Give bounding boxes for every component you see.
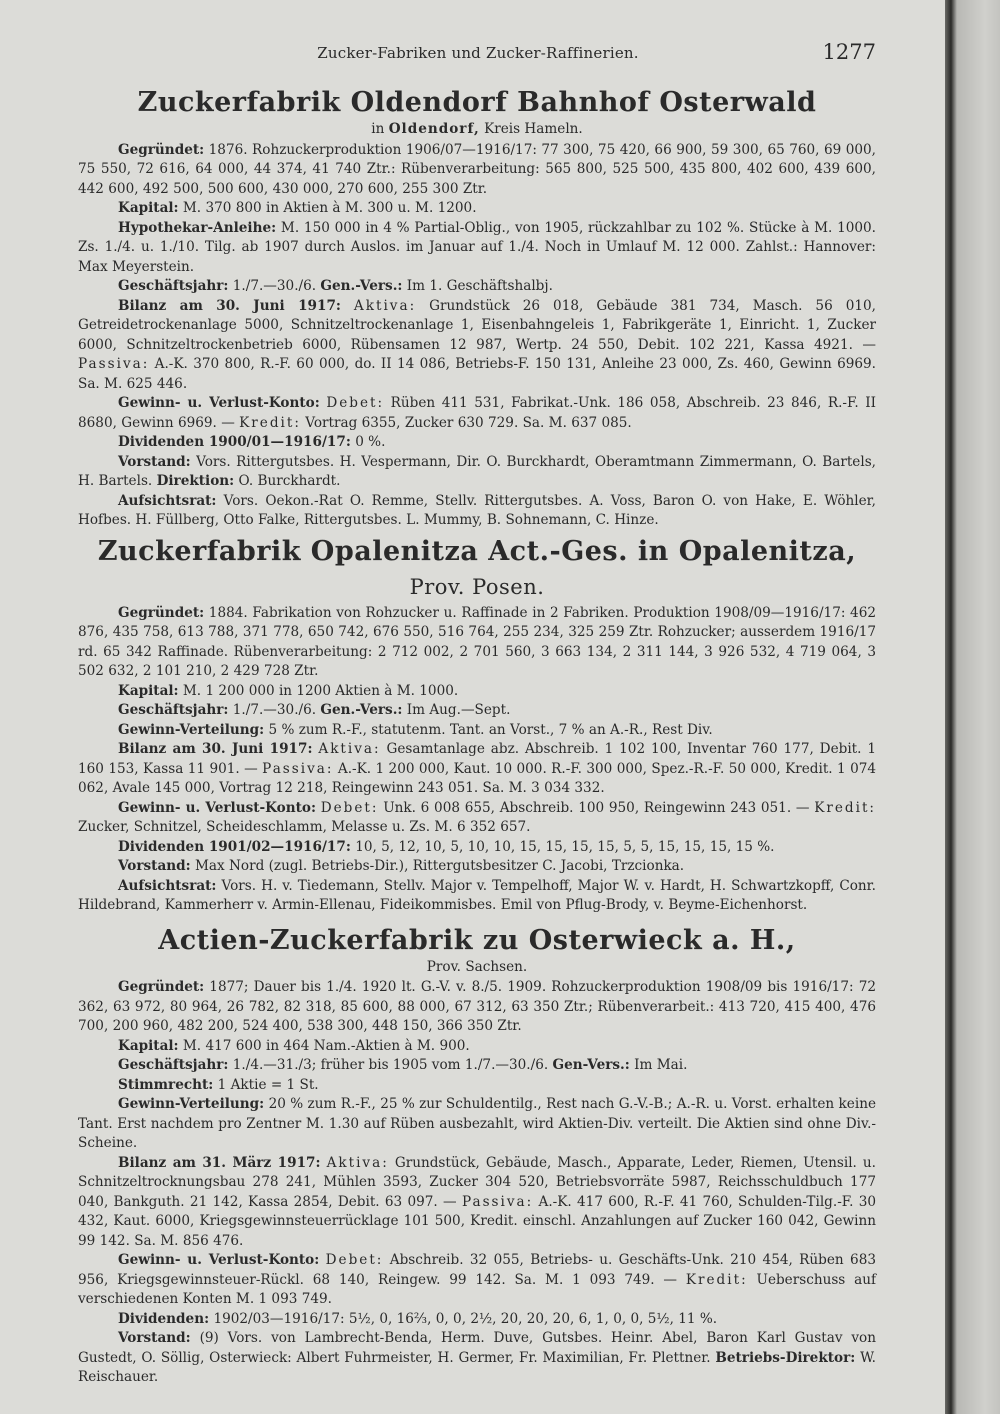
company-entry-osterwieck [78,924,876,1388]
assets-label: Aktiva: [318,741,381,757]
debit-label: Debet: [320,799,379,816]
section-text-secondary: O. Burckhardt. [238,473,341,489]
section-supervisory-board [78,492,876,531]
section-mortgage-loan [78,219,876,278]
section-label: Dividenden 1901/02—1916/17: [118,838,351,855]
section-label: Dividenden 1900/01—1916/17: [118,434,351,450]
section-text: M. 150 000 in 4 % Partial-Oblig., von 1905, rückzahlbar zu 102 %. Stücke à M. 1000. Zs. 1./4. u. 1./10. Tilg. ab 1907 durch Auslos. im Januar auf 1./4. Noch in Umlauf M. 12 000. Zahlst.: Hannover: Max Meyerstein. [78,219,876,275]
section-text: 5 % zum R.-F., statutenm. Tant. an Vorst., 7 % an A.-R., Rest Div. [268,721,713,738]
section-text: 1876. Rohzuckerproduktion 1906/07—1916/17: 77 300, 75 420, 66 900, 59 300, 65 760, 69 000, 75 550, 72 616, 64 000, 44 374, 41 740 Ztr.: Rübenverarbeitung: 565 800, 525 500, 435 800, 402 600, 439 600, 442 600, 492 500, 500 600, 430 000, 270 600, 255 300 Ztr. [78,141,877,197]
page-number: 1277 [822,40,876,64]
section-profit-loss [78,799,876,838]
section-text: Grundstück, Gebäude, Masch., Apparate, Leder, Riemen, Utensil. u. Schnitzeltrocknungsbau 278 241, Mühlen 3593, Zucker 304 520, Betriebsvorräte 5987, Reichsschuldbuch 177 040, Bankguth. 21 142, Kassa 2854, Debit. 63 097. — [78,1154,876,1210]
page-content [78,86,876,1388]
location-prefix: in [371,121,385,137]
running-title: Zucker-Fabriken und Zucker-Raffinerien. [317,44,639,62]
section-text-secondary: A.-K. 417 600, R.-F. 41 760, Schulden-Tilg.-F. 30 432, Kaut. 6000, Kriegsgewinnsteuerrücklage 101 500, Kredit. einschl. Anzahlungen auf Zucker 160 042, Gewinn 99 142. Sa. M. 856 476. [78,1193,877,1249]
section-label: Vorstand: [118,453,191,470]
section-text: Max Nord (zugl. Betriebs-Dir.), Rittergutsbesitzer C. Jacobi, Trzcionka. [195,858,685,874]
section-text: Vors. Oekon.-Rat O. Remme, Stellv. Rittergutsbes. A. Voss, Baron O. von Hake, E. Wöhler, Hofbes. H. Füllberg, Otto Falke, Rittergutsbes. L. Mummy, B. Sohnemann, C. Hinze. [78,492,876,528]
credit-label: Kredit: [239,414,301,431]
section-text: 1./7.—30./6. [232,278,317,294]
section-text: M. 417 600 in 464 Nam.-Aktien à M. 900. [182,1037,470,1054]
section-label: Gewinn- u. Verlust-Konto: [118,395,320,411]
section-balance-sheet [78,297,876,395]
section-board [78,1329,876,1388]
section-founded [78,978,876,1037]
section-voting-right [78,1076,876,1096]
section-label: Geschäftsjahr: [118,1057,229,1073]
book-binding-edge [945,0,1000,1414]
section-label: Gegründet: [118,979,205,995]
section-profit-loss [78,1251,876,1310]
section-text: 0 %. [355,434,386,450]
section-text-secondary: Im Aug.—Sept. [406,702,511,718]
credit-label: Kredit: [814,799,877,816]
section-text: Abschreib. 32 055, Betriebs- u. Geschäfts-Unk. 210 454, Rüben 683 956, Kriegsgewinnsteuer-Rückl. 68 140, Reingew. 99 142. Sa. M. 1 093 749. — [78,1252,876,1288]
section-text-secondary: A.-K. 1 200 000, Kaut. 10 000. R.-F. 300 000, Spez.-R.-F. 50 000, Kredit. 1 074 062, Avale 145 000, Vortrag 12 218, Reingewinn 243 051. Sa. M. 3 034 332. [78,760,877,796]
section-founded [78,141,876,200]
debit-label: Debet: [325,1252,384,1268]
section-dividends [78,433,876,453]
company-entry-oldendorf [78,86,876,531]
section-label-secondary: Gen.-Vers.: [320,702,403,718]
section-label: Vorstand: [118,1330,191,1346]
location-district: Kreis Hameln. [484,121,583,137]
section-profit-distribution [78,1095,876,1154]
section-capital [78,1037,876,1057]
assets-label: Aktiva: [326,1154,389,1171]
section-label: Aufsichtsrat: [118,492,217,509]
section-supervisory-board [78,877,876,916]
credit-label: Kredit: [685,1271,748,1288]
section-text: Unk. 6 008 655, Abschreib. 100 950, Reingewinn 243 051. — [383,799,810,816]
section-text: Gesamtanlage abz. Abschreib. 1 102 100, Inventar 760 177, Debit. 1 160 153, Kassa 11 901. — [78,741,876,777]
section-label: Gegründet: [118,604,205,621]
entry-spacer [78,916,876,924]
section-label-secondary: Betriebs-Direktor: [715,1349,856,1366]
liabilities-label: Passiva: [78,356,150,372]
section-label: Dividenden: [118,1310,210,1327]
section-text: 10, 5, 12, 10, 5, 10, 10, 15, 15, 15, 15, 5, 5, 15, 15, 15, 15 %. [355,838,775,855]
section-text-secondary: Im Mai. [634,1057,688,1073]
section-text: (9) Vors. von Lambrecht-Benda, Herm. Duve, Gutsbes. Heinr. Abel, Baron Karl Gustav von Gustedt, O. Söllig, Osterwieck: Albert Fuhrmeister, H. Germer, Fr. Maximilian, Fr. Plettner. [78,1330,876,1366]
company-title-province: Prov. Posen. [409,574,545,599]
section-text: M. 370 800 in Aktien à M. 300 u. M. 1200. [182,200,477,216]
section-label: Bilanz am 31. März 1917: [118,1154,321,1171]
section-text-secondary: Ueberschuss auf verschiedenen Konten M. 1 093 749. [78,1271,876,1307]
section-profit-loss [78,394,876,433]
section-label: Kapital: [118,200,179,216]
company-title-main: Zuckerfabrik Opalenitza Act.-Ges. in Opalenitza, [97,535,857,567]
company-location [78,120,876,140]
section-text: 1877; Dauer bis 1./4. 1920 lt. G.-V. v. 8./5. 1909. Rohzuckerproduktion 1908/09 bis 1916/17: 72 362, 63 972, 80 964, 26 782, 82 318, 85 600, 88 000, 67 312, 63 350 Ztr.; Rübenverarbeit.: 413 720, 415 400, 476 700, 200 960, 482 200, 524 400, 538 300, 448 150, 366 350 Ztr. [78,979,876,1034]
assets-label: Aktiva: [353,297,417,314]
company-title: Zuckerfabrik Oldendorf Bahnhof Osterwald [137,87,817,118]
location-place: Oldendorf, [388,121,480,137]
section-fiscal-year [78,701,876,721]
liabilities-label: Passiva: [262,760,334,777]
company-location: Prov. Sachsen. [426,958,528,975]
section-text: 1884. Fabrikation von Rohzucker u. Raffinade in 2 Fabriken. Produktion 1908/09—1916/17: 462 876, 435 758, 613 788, 371 778, 650 742, 676 550, 516 764, 255 234, 325 259 Ztr. Rohzucker; ausserdem 1916/17 rd. 65 342 Raffinade. Rübenverarbeitung: 2 712 002, 2 701 560, 3 663 134, 2 311 144, 3 926 532, 4 719 064, 3 502 632, 2 101 210, 2 429 728 Ztr. [78,604,876,679]
section-text: 1 Aktie = 1 St. [217,1076,319,1093]
section-dividends [78,838,876,858]
section-label: Gegründet: [118,141,205,158]
section-label: Gewinn- u. Verlust-Konto: [118,799,316,816]
section-fiscal-year [78,1056,876,1076]
liabilities-label: Passiva: [461,1193,534,1210]
running-head [78,40,878,68]
section-label-secondary: Gen-Vers.: [552,1057,630,1073]
section-text-secondary: A.-K. 370 800, R.-F. 60 000, do. II 14 086, Betriebs-F. 150 131, Anleihe 23 000, Zs. 460, Gewinn 6969. Sa. M. 625 446. [78,356,876,392]
section-board [78,857,876,877]
company-entry-opalenitza [78,535,876,916]
section-balance-sheet [78,740,876,799]
section-text: 1./4.—31./3; früher bis 1905 vom 1./7.—30./6. [232,1057,549,1073]
section-label: Bilanz am 30. Juni 1917: [118,741,313,757]
section-text: Vors. Rittergutsbes. H. Vespermann, Dir. O. Burckhardt, Oberamtmann Zimmermann, O. Bartels, H. Bartels. [78,453,877,489]
section-text: Grundstück 26 018, Gebäude 381 734, Masch. 56 010, Getreidetrockenanlage 5000, Schnitzeltrockenanlage 1, Eisenbahngeleis 1, Fabrikgeräte 1, Einricht. 1, Zucker 6000, Schnitzeltrockenbetrieb 6000, Rübensamen 12 987, Wertp. 24 550, Debit. 102 221, Kassa 4921. — [78,297,876,353]
company-title: Actien-Zuckerfabrik zu Osterwieck a. H., [158,924,796,956]
section-capital [78,682,876,702]
section-dividends [78,1310,876,1330]
section-founded [78,604,876,682]
section-text-secondary: Zucker, Schnitzel, Scheideschlamm, Melasse u. Zs. M. 6 352 657. [78,819,531,835]
section-label: Gewinn-Verteilung: [118,721,265,738]
section-text: 1902/03—1916/17: 5½, 0, 16⅔, 0, 0, 2½, 20, 20, 20, 6, 1, 0, 0, 5½, 11 %. [213,1310,718,1327]
section-label: Geschäftsjahr: [118,702,229,718]
section-text: Vors. H. v. Tiedemann, Stellv. Major v. Tempelhoff, Major W. v. Hardt, H. Schwartzkopff, Conr. Hildebrand, Kammerherr v. Armin-Ellenau, Fideikommisbes. Emil von Pflug-Brody, v. Beyme-Eichenhorst. [78,877,876,913]
section-text: 20 % zum R.-F., 25 % zur Schuldentilg., Rest nach G.-V.-B.; A.-R. u. Vorst. erhalten keine Tant. Erst nachdem pro Zentner M. 1.30 auf Rüben ausbezahlt, wird Aktien-Div. verteilt. Die Aktien sind ohne Div.-Scheine. [78,1096,876,1151]
section-label: Aufsichtsrat: [118,877,217,894]
section-label: Gewinn-Verteilung: [118,1096,265,1112]
section-label: Stimmrecht: [118,1076,214,1093]
section-text: M. 1 200 000 in 1200 Aktien à M. 1000. [182,682,459,699]
section-label-secondary: Gen.-Vers.: [320,278,403,294]
section-label: Kapital: [118,1037,179,1054]
section-text-secondary: Im 1. Geschäftshalbj. [406,278,553,294]
company-title [78,535,876,604]
section-text-secondary: Vortrag 6355, Zucker 630 729. Sa. M. 637 085. [305,414,632,431]
section-label: Geschäftsjahr: [118,278,229,294]
section-profit-distribution [78,721,876,741]
section-capital [78,199,876,219]
section-label-secondary: Direktion: [156,473,235,489]
section-balance-sheet [78,1154,876,1252]
debit-label: Debet: [326,395,385,411]
section-fiscal-year [78,277,876,297]
section-label: Kapital: [118,682,179,699]
section-label: Hypothekar-Anleihe: [118,219,277,236]
section-label: Gewinn- u. Verlust-Konto: [118,1252,320,1268]
section-label: Vorstand: [118,858,191,874]
section-label: Bilanz am 30. Juni 1917: [118,297,341,314]
section-board [78,453,876,492]
section-text: Rüben 411 531, Fabrikat.-Unk. 186 058, Abschreib. 23 846, R.-F. II 8680, Gewinn 6969. — [78,395,876,431]
section-text: 1./7.—30./6. [232,702,317,718]
section-text-secondary: W. Reischauer. [78,1349,876,1385]
